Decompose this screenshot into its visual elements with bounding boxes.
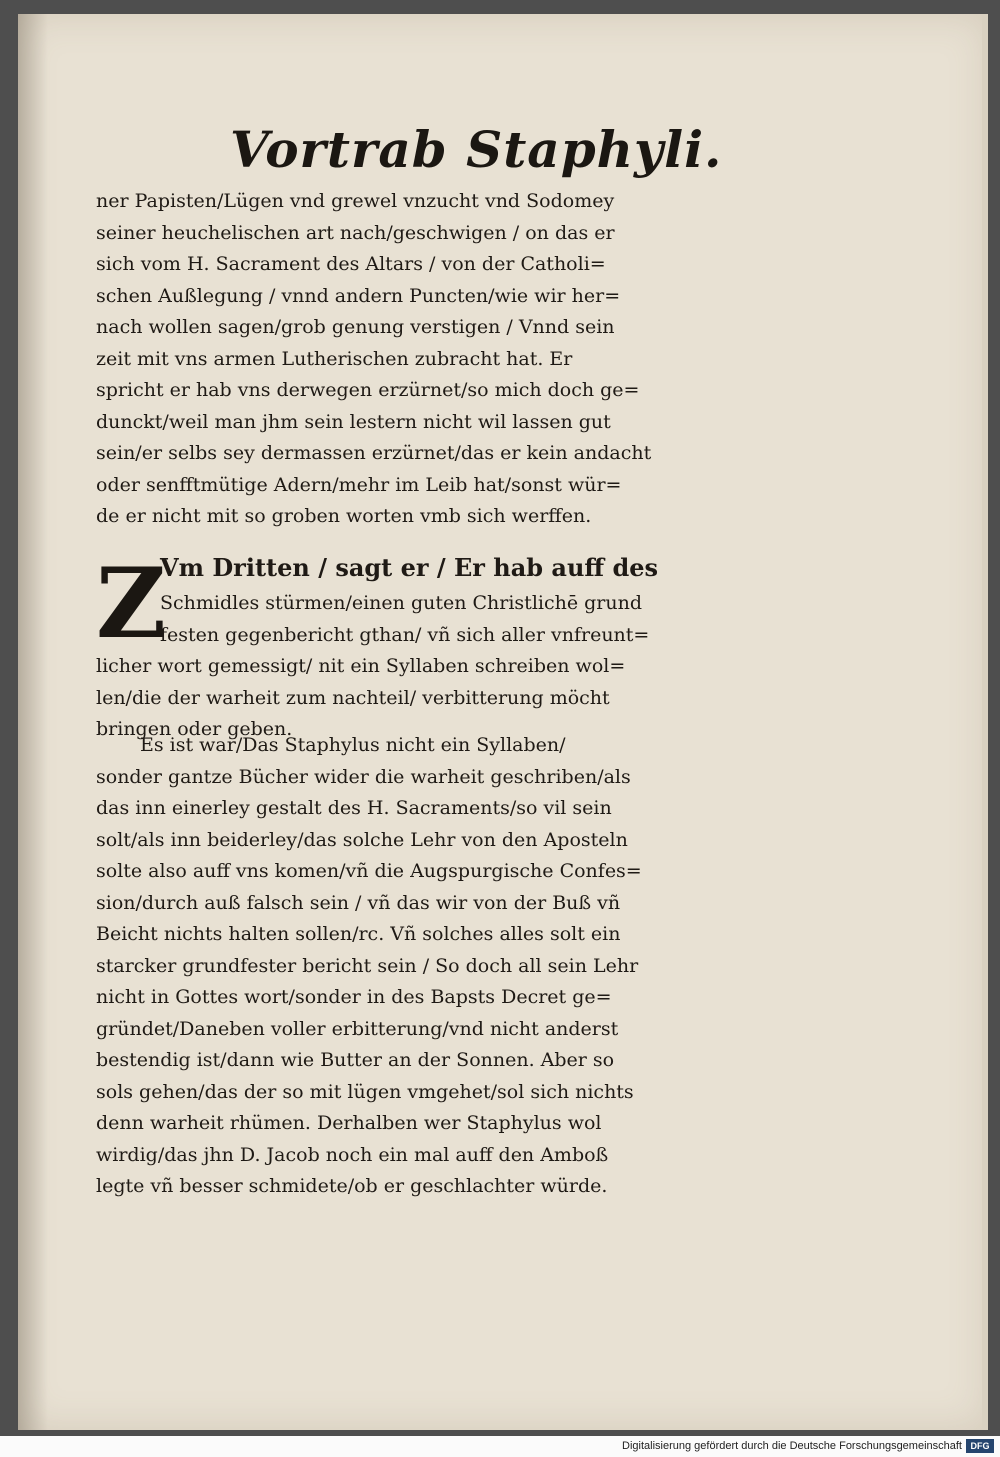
text-line: ner Papisten/Lügen vnd grewel vnzucht vnd Sodomey (96, 190, 615, 212)
section-opening-line: Vm Dritten / sagt er / Er hab auff des (160, 553, 659, 582)
text-line: schen Außlegung / vnnd andern Puncten/wie wir her= (96, 284, 621, 307)
text-line: legte vñ besser schmidete/ob er geschlachter würde. (96, 1175, 608, 1197)
text-line: sols gehen/das der so mit lügen vmgehet/sol sich nichts (96, 1080, 634, 1103)
text-line: Beicht nichts halten sollen/rc. Vñ solches alles solt ein (96, 923, 621, 945)
text-line: sonder gantze Bücher wider die warheit geschriben/als (96, 765, 631, 788)
running-header: Vortrab Staphyli. (230, 120, 723, 179)
text-line: solte also auff vns komen/vñ die Augspurgische Confes= (96, 860, 642, 882)
paragraph-1 (96, 186, 736, 533)
funding-footer (0, 1436, 1000, 1457)
text-line: sion/durch auß falsch sein / vñ das wir von der Buß vñ (96, 891, 621, 914)
paragraph-3 (96, 730, 736, 1203)
text-line: spricht er hab vns derwegen erzürnet/so mich doch ge= (96, 379, 640, 401)
text-line: sein/er selbs sey dermassen erzürnet/das er kein andacht (96, 442, 652, 464)
text-line: nicht in Gottes wort/sonder in des Bapsts Decret ge= (96, 986, 612, 1008)
text-line: bestendig ist/dann wie Butter an der Sonnen. Aber so (96, 1049, 615, 1071)
text-line: Schmidles stürmen/einen guten Christlichē grund (160, 592, 643, 614)
text-line: dunckt/weil man jhm sein lestern nicht wil lassen gut (96, 410, 611, 433)
funding-credit: Digitalisierung gefördert durch die Deutsche Forschungsgemeinschaft (622, 1440, 962, 1452)
text-line: bringen oder geben. (96, 718, 293, 740)
paragraph-2 (96, 548, 736, 746)
text-line: zeit mit vns armen Lutherischen zubracht hat. Er (96, 347, 573, 370)
text-line: de er nicht mit so groben worten vmb sich werffen. (96, 505, 592, 527)
text-line: solt/als inn beiderley/das solche Lehr von den Aposteln (96, 828, 628, 851)
text-line: oder senfftmütige Adern/mehr im Leib hat/sonst wür= (96, 473, 622, 496)
text-line: seiner heuchelischen art nach/geschwigen / on das er (96, 221, 615, 244)
text-line: len/die der warheit zum nachteil/ verbitterung möcht (96, 686, 610, 709)
decorated-initial: Z (96, 547, 167, 660)
text-line: wirdig/das jhn D. Jacob noch ein mal auff den Amboß (96, 1143, 609, 1166)
text-line: starcker grundfester bericht sein / So doch all sein Lehr (96, 954, 639, 977)
text-line: festen gegenbericht gthan/ vñ sich aller vnfreunt= (160, 623, 650, 646)
text-line: denn warheit rhümen. Derhalben wer Staphylus wol (96, 1112, 602, 1134)
text-line: Es ist war/Das Staphylus nicht ein Syllaben/ (140, 734, 566, 756)
text-line: nach wollen sagen/grob genung verstigen / Vnnd sein (96, 316, 615, 338)
text-line: licher wort gemessigt/ nit ein Syllaben schreiben wol= (96, 655, 626, 677)
dfg-logo: DFG (966, 1439, 994, 1453)
text-line: sich vom H. Sacrament des Altars / von der Catholi= (96, 253, 606, 275)
page-gutter-shadow (18, 14, 48, 1430)
page-edge (982, 14, 988, 1430)
text-line: das inn einerley gestalt des H. Sacraments/so vil sein (96, 797, 612, 819)
text-line: gründet/Daneben voller erbitterung/vnd nicht anderst (96, 1017, 619, 1040)
